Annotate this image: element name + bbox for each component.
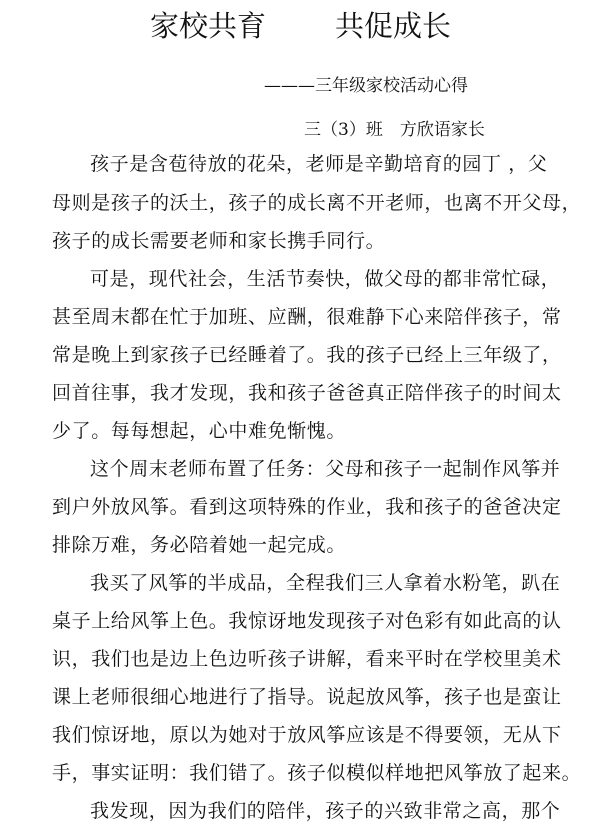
text-line: 孩子的成长需要老师和家长携手同行。 bbox=[52, 230, 386, 252]
text-line: 我发现，因为我们的陪伴，孩子的兴致非常之高，那个 bbox=[90, 800, 561, 822]
text-line: 到户外放风筝。看到这项特殊的作业，我和孩子的爸爸决定 bbox=[52, 496, 562, 518]
text-line: 手，事实证明：我们错了。孩子似模似样地把风筝放了起来。 bbox=[52, 762, 582, 784]
text-line: 孩子是含苞待放的花朵，老师是辛勤培育的园丁 ，父 bbox=[90, 153, 548, 175]
text-line: 排除万难，务必陪着她一起完成。 bbox=[52, 534, 347, 556]
text-line: 识，我们也是边上色边听孩子讲解，看来平时在学校里美术 bbox=[52, 648, 562, 670]
text-line: 回首往事，我才发现，我和孩子爸爸真正陪伴孩子的时间太 bbox=[52, 382, 562, 404]
subtitle: ———三年级家校活动心得 bbox=[264, 76, 468, 96]
text-line: 课上老师很细心地进行了指导。说起放风筝，孩子也是蛮让 bbox=[52, 686, 562, 708]
text-line: 我们惊讶地，原以为她对于放风筝应该是不得要领，无从下 bbox=[52, 724, 562, 746]
text-line: 这个周末老师布置了任务：父母和孩子一起制作风筝并 bbox=[90, 458, 561, 480]
text-line: 少了。每每想起，心中难免惭愧。 bbox=[52, 420, 347, 442]
text-line: 桌子上给风筝上色。我惊讶地发现孩子对色彩有如此高的认 bbox=[52, 610, 562, 632]
document-title bbox=[0, 6, 600, 46]
text-line: 母则是孩子的沃土，孩子的成长离不开老师，也离不开父母， bbox=[52, 192, 582, 214]
title-part-1: 家校共育 bbox=[150, 9, 267, 43]
title-part-2: 共促成长 bbox=[335, 9, 452, 43]
text-line: 常是晚上到家孩子已经睡着了。我的孩子已经上三年级了， bbox=[52, 344, 562, 366]
text-line: 甚至周末都在忙于加班、应酬，很难静下心来陪伴孩子，常 bbox=[52, 306, 562, 328]
text-line: 可是，现代社会，生活节奏快，做父母的都非常忙碌， bbox=[90, 268, 561, 290]
text-line: 我买了风筝的半成品，全程我们三人拿着水粉笔，趴在 bbox=[90, 572, 561, 594]
author-line: 三（3）班 方欣语家长 bbox=[304, 120, 485, 140]
